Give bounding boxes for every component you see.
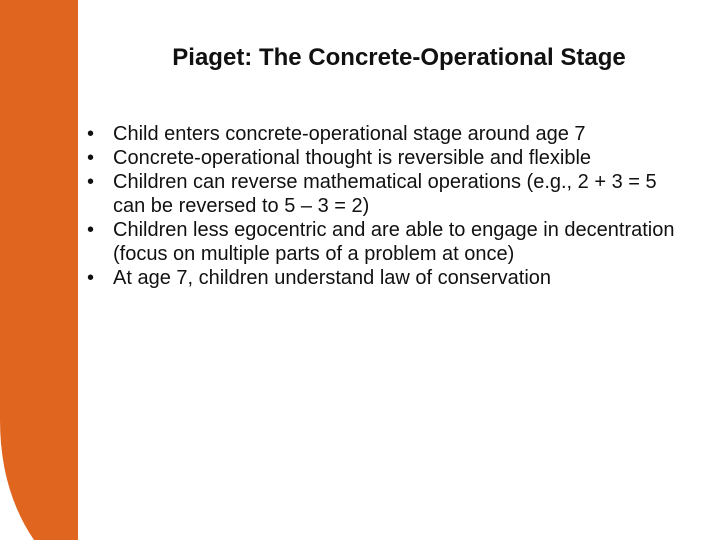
bullet-dot-icon: • (87, 123, 95, 145)
bullet-text: At age 7, children understand law of conservation (113, 267, 552, 289)
bullet-text: Children can reverse mathematical operations (e.g., 2 + 3 = 5 can be reversed to 5 – 3 = 2) (113, 171, 657, 217)
bullet-item (83, 146, 693, 170)
bullet-dot-icon: • (87, 267, 95, 289)
bullet-item (83, 122, 693, 146)
bullet-text: Children less egocentric and are able to engage in decentration (focus on multiple parts of a problem at once) (113, 219, 675, 265)
bullet-list (83, 122, 693, 290)
bullet-item (83, 266, 693, 290)
bullet-dot-icon: • (87, 219, 95, 241)
bullet-item (83, 170, 693, 218)
bullet-item (83, 218, 693, 266)
accent-bar-shape (0, 0, 78, 540)
bullet-text: Concrete-operational thought is reversible and flexible (113, 147, 592, 169)
bullet-dot-icon: • (87, 147, 95, 169)
slide-title: Piaget: The Concrete-Operational Stage (172, 44, 626, 71)
bullet-dot-icon: • (87, 171, 95, 193)
bullet-text: Child enters concrete-operational stage around age 7 (113, 123, 586, 145)
